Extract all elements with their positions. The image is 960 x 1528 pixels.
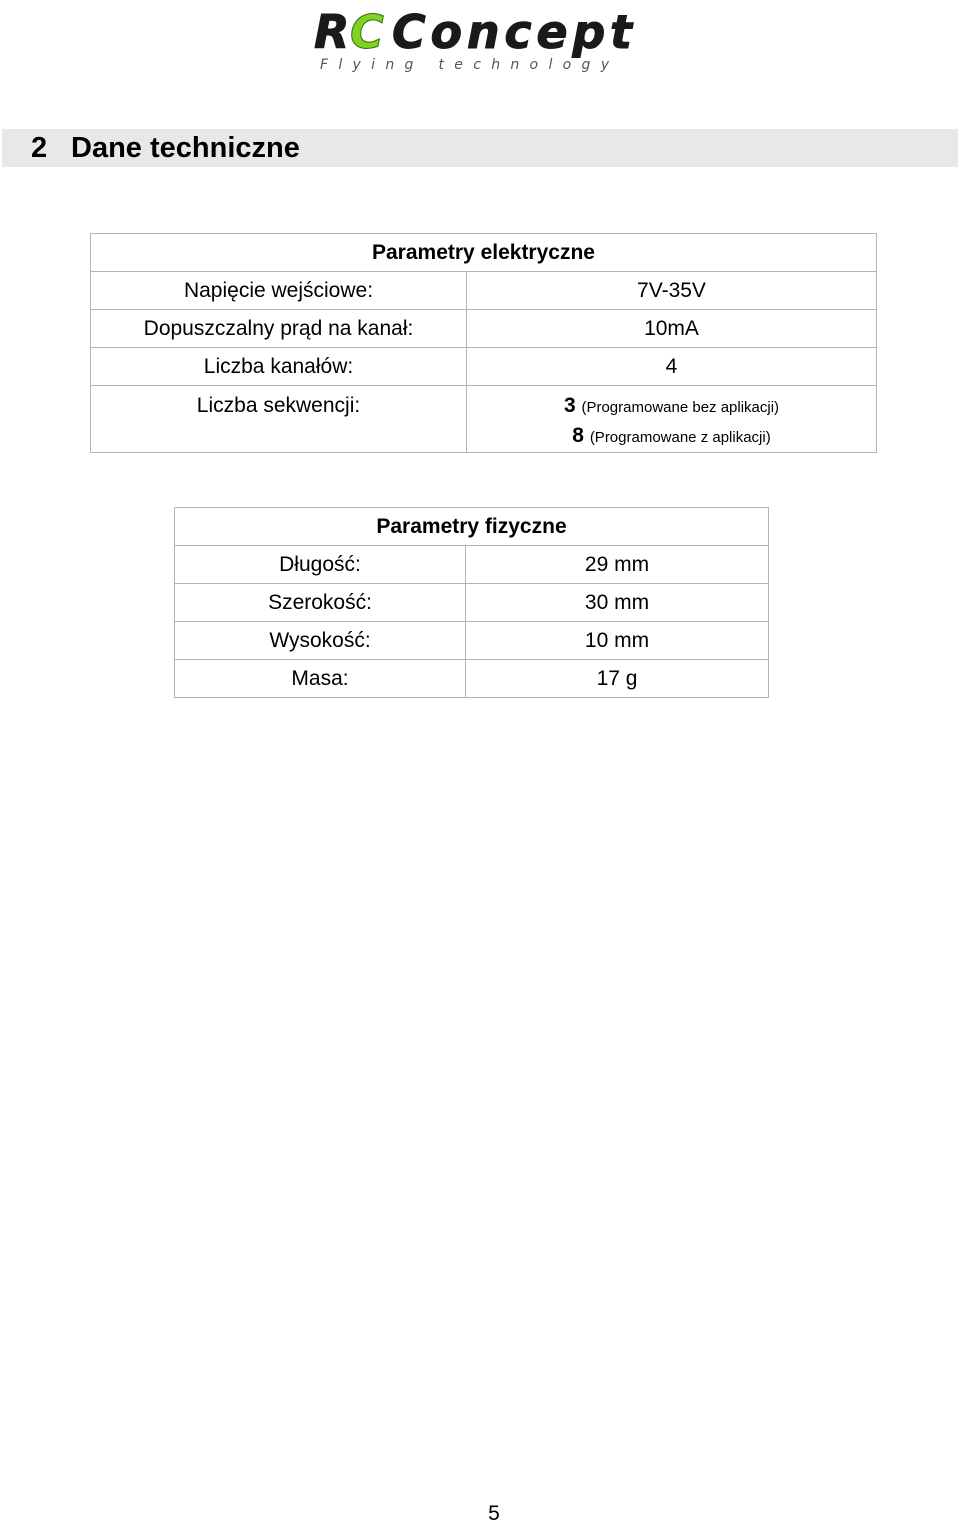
sequence-entry bbox=[467, 422, 876, 452]
table-row bbox=[175, 622, 769, 660]
width-value: 30 mm bbox=[466, 584, 769, 622]
sequence-count-label: Liczba sekwencji: bbox=[91, 386, 467, 453]
table-caption-row bbox=[91, 234, 877, 272]
section-title: Dane techniczne bbox=[71, 132, 300, 164]
width-label: Szerokość: bbox=[175, 584, 466, 622]
logo-c-accent: C bbox=[350, 5, 384, 59]
table-caption-row bbox=[175, 508, 769, 546]
logo-r: R bbox=[314, 5, 350, 59]
length-label: Długość: bbox=[175, 546, 466, 584]
length-value: 29 mm bbox=[466, 546, 769, 584]
sequence-note: (Programowane z aplikacji) bbox=[589, 429, 771, 446]
sequence-count: 3 bbox=[563, 394, 576, 417]
mass-label: Masa: bbox=[175, 660, 466, 698]
table-row bbox=[175, 660, 769, 698]
table-row bbox=[91, 348, 877, 386]
channel-current-value: 10mA bbox=[467, 310, 877, 348]
logo-graphic bbox=[308, 2, 644, 74]
input-voltage-label: Napięcie wejściowe: bbox=[91, 272, 467, 310]
mass-value: 17 g bbox=[466, 660, 769, 698]
height-label: Wysokość: bbox=[175, 622, 466, 660]
electrical-parameters-table bbox=[90, 233, 877, 453]
input-voltage-value: 7V-35V bbox=[467, 272, 877, 310]
height-value: 10 mm bbox=[466, 622, 769, 660]
table-row bbox=[175, 546, 769, 584]
channel-count-value: 4 bbox=[467, 348, 877, 386]
section-number: 2 bbox=[31, 132, 48, 164]
logo-concept: Concept bbox=[392, 5, 632, 59]
company-logo bbox=[308, 2, 644, 74]
table-row bbox=[175, 584, 769, 622]
page-number: 5 bbox=[488, 1502, 500, 1525]
physical-caption: Parametry fizyczne bbox=[175, 508, 769, 546]
channel-count-label: Liczba kanałów: bbox=[91, 348, 467, 386]
table-row bbox=[91, 272, 877, 310]
section-heading bbox=[2, 129, 958, 167]
table-row bbox=[91, 386, 877, 453]
physical-parameters-table bbox=[174, 507, 769, 698]
table-row bbox=[91, 310, 877, 348]
sequence-count: 8 bbox=[572, 424, 584, 447]
sequence-count-value bbox=[467, 386, 877, 453]
logo-tagline: Flying technology bbox=[320, 57, 620, 73]
channel-current-label: Dopuszczalny prąd na kanał: bbox=[91, 310, 467, 348]
sequence-entry bbox=[467, 392, 876, 422]
sequence-note: (Programowane bez aplikacji) bbox=[581, 399, 780, 416]
electrical-caption: Parametry elektryczne bbox=[91, 234, 877, 272]
